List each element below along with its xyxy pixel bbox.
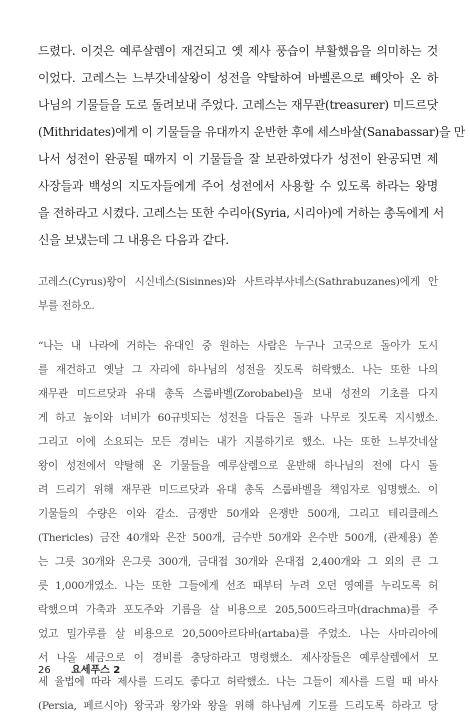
text-line: 재무관 미드르닷과 유대 총독 스룹바벨(Zorobabel)을 보내 성전의 기초를 다지 [38,388,438,400]
text-line: (Thericles) 금잔 40개와 은잔 500개, 금수반 50개와 은수반 500개, (관제용) 쏟 [38,532,438,544]
running-title: 요세푸스 2 [71,665,121,676]
text-line: (Persia, 페르시아) 왕국과 왕가와 왕을 위해 하나님께 기도를 드리도록 하라고 당 [38,700,438,712]
text-line: 릇 1,000개였소. 나는 또한 그들에게 선조 때부터 누려 오던 영예를 누리도록 허 [38,580,438,592]
text-line: 을 전하라고 시켰다. 고레스는 또한 수리아(Syria, 시리아)에 거하는 총독에게 서 [38,206,444,220]
text-line: 나님의 기물들을 도로 돌려보내 주었다. 고레스는 재무관(treasurer) 미드르닷 [38,98,438,112]
text-line: 는 그릇 30개와 은그릇 300개, 금대접 30개와 은대접 2,400개와 그 외의 큰 그 [38,556,438,568]
text-line: 세 율법에 따라 제사를 드리도 좋다고 허락했소. 나는 그들이 제사를 드릴 때 바사 [38,676,438,688]
text-line: 이었다. 고레스는 느부갓네살왕이 성전을 약탈하여 바벨론으로 빼앗아 온 하 [38,71,438,85]
text-line: 사장들과 백성의 지도자들에게 주어 성전에서 사용할 수 있도록 하라는 왕명 [38,179,438,193]
text-line: 고레스(Cyrus)왕이 시신네스(Sisinnes)와 사트라부사네스(Sathrabuzanes)에게 안 [38,276,438,288]
text-line: 게 하고 높이와 너비가 60규빗되는 성전을 다듬은 돌과 나무로 짓도록 지시했소. [38,412,438,424]
page-footer [38,661,120,676]
text-line: 그리고 이에 소요되는 모든 경비는 내가 지불하기로 했소. 나는 또한 느부갓네살 [38,436,438,448]
text-line: 나서 성전이 완공될 때까지 이 기물들을 잘 보관하였다가 성전이 완공되면 제 [38,152,438,166]
text-line: 부를 전하오. [38,300,95,312]
page-number: 26 [38,665,51,676]
text-line: 를 재건하고 옛날 그 자리에 하나님의 성전을 짓도록 허락했소. 나는 또한 나의 [38,364,438,376]
page-content [38,38,466,718]
text-line: 기물들의 수량은 이와 같소. 금쟁반 50개와 은쟁반 500개, 그리고 테리클레스 [38,508,438,520]
text-line: “나는 내 나라에 거하는 유대인 중 원하는 사람은 누구나 고국으로 돌아가 도시 [38,340,438,352]
text-line: 었고 밀가루를 살 비용으로 20,500아르타바(artaba)를 주었소. 나는 사마리아에 [38,628,438,640]
main-paragraph-body [38,38,466,254]
main-paragraph [38,38,466,254]
text-line: 려 드리기 위해 재무관 미드르닷과 유대 총독 스룹바벨을 책임자로 임명했소. 이 [38,484,438,496]
text-line: 신을 보냈는데 그 내용은 다음과 같다. [38,233,229,247]
text-line: 락했으며 가축과 포도주와 기름을 살 비용으로 205,500드라크마(drachma)를 주 [38,604,438,616]
text-line: 서 나올 세금으로 이 경비를 충당하라고 명령했소. 제사장들은 예루살렘에서 모 [38,652,438,664]
letter-salutation [38,270,438,318]
text-line: 왕이 성전에서 약탈해 온 기물들을 예루살렘으로 운반해 하나님의 전에 다시 돌 [38,460,438,472]
text-line: (Mithridates)에게 이 기물들을 유대까지 운반한 후에 세스바살(Sanabassar)을 만 [38,125,466,139]
text-line: 드렸다. 이것은 예루살렘이 재건되고 옛 제사 풍습이 부활했음을 의미하는 것 [38,44,438,58]
